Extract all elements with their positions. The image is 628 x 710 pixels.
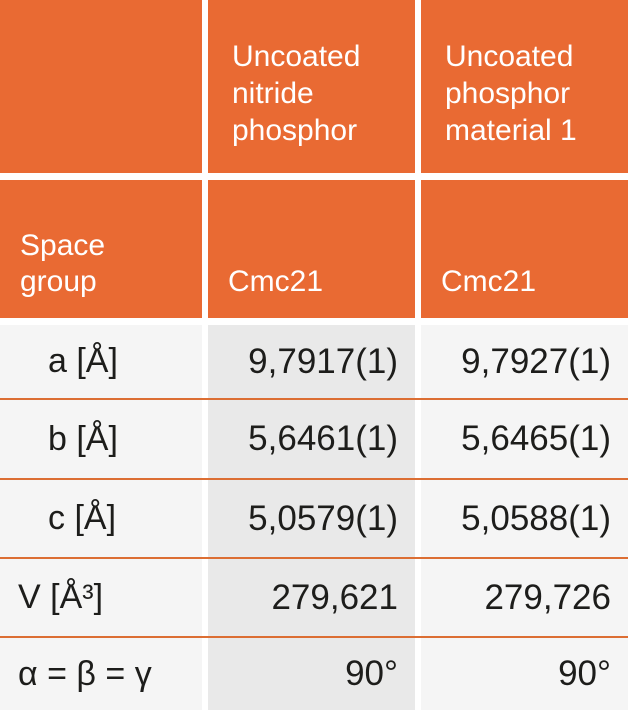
row-label: Space group — [20, 229, 106, 298]
space-group-value: Cmc21 — [441, 265, 537, 298]
cell-value: 279,726 — [484, 577, 611, 617]
cell-a-nitride — [208, 325, 415, 398]
cell-value: 279,621 — [271, 577, 398, 617]
cell-angles-material1 — [421, 638, 628, 710]
header-cell-uncoated-nitride-phosphor — [208, 0, 415, 173]
row-label: c [Å] — [48, 499, 117, 537]
cell-c-nitride — [208, 480, 415, 557]
cell-angles-nitride — [208, 638, 415, 710]
row-label: α = β = γ — [18, 654, 152, 693]
cell-value: 9,7927(1) — [461, 341, 611, 381]
space-group-value-material1 — [421, 180, 628, 318]
column-header-label: Uncoated nitride phosphor — [232, 40, 361, 147]
cell-value: 5,0579(1) — [248, 498, 398, 538]
row-label: a [Å] — [48, 342, 118, 380]
cell-b-material1 — [421, 400, 628, 478]
space-group-value: Cmc21 — [228, 265, 324, 298]
cell-b-nitride — [208, 400, 415, 478]
column-header-label: Uncoated phosphor material 1 — [445, 40, 577, 147]
space-group-value-nitride — [208, 180, 415, 318]
space-group-label-cell — [0, 180, 202, 318]
cell-volume-material1 — [421, 559, 628, 636]
cell-value: 5,6461(1) — [248, 419, 398, 458]
cell-value: 90° — [345, 654, 398, 693]
row-label-a — [0, 325, 202, 398]
cell-value: 5,6465(1) — [461, 419, 611, 458]
header-cell-uncoated-phosphor-material-1 — [421, 0, 628, 173]
row-label: b [Å] — [48, 419, 118, 458]
cell-value: 5,0588(1) — [461, 498, 611, 538]
cell-volume-nitride — [208, 559, 415, 636]
cell-c-material1 — [421, 480, 628, 557]
header-cell-empty — [0, 0, 202, 173]
row-label-volume — [0, 559, 202, 636]
cell-a-material1 — [421, 325, 628, 398]
cell-value: 9,7917(1) — [248, 341, 398, 381]
row-label-angles — [0, 638, 202, 710]
row-label-b — [0, 400, 202, 478]
row-label: V [Å³] — [18, 578, 104, 616]
row-label-c — [0, 480, 202, 557]
cell-value: 90° — [558, 654, 611, 693]
